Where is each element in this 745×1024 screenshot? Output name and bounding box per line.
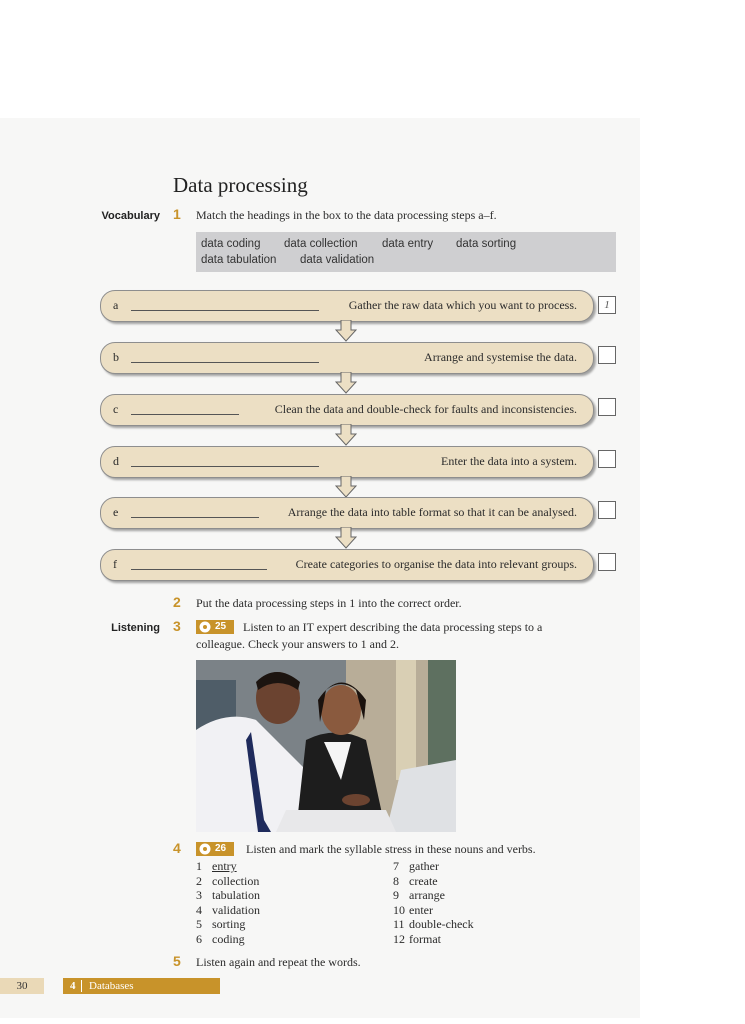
down-arrow-icon [335,527,357,549]
step-b [100,342,594,374]
answer-line[interactable] [131,414,239,415]
audio-cd-icon [199,843,211,855]
heading-item: data collection [284,238,358,250]
step-letter: e [113,505,119,519]
step-a [100,290,594,322]
answer-line[interactable] [131,362,319,363]
footer-divider [81,980,82,992]
word-item: 7 gather [393,859,439,873]
exercise-5-number: 5 [173,953,181,969]
office-photo [196,660,456,832]
office-photo-illustration [196,660,456,832]
word-item: 3 tabulation [196,888,260,903]
order-box-a[interactable]: 1 [598,296,616,314]
step-c [100,394,594,426]
step-text: Arrange and systemise the data. [424,350,577,364]
step-letter: a [113,298,119,312]
down-arrow-icon [335,372,357,394]
word-list-right [393,859,474,947]
answer-line[interactable] [131,569,267,570]
exercise-4-number: 4 [173,840,181,856]
exercise-1-instruction: Match the headings in the box to the data processing steps a–f. [196,208,497,222]
down-arrow-icon [335,476,357,498]
step-letter: d [113,454,119,468]
page-title: Data processing [173,173,308,197]
word-item: 4 validation [196,902,260,917]
step-letter: b [113,350,119,364]
word-item: 2 collection [196,873,260,888]
track-number: 26 [215,843,227,854]
exercise-2-instruction: Put the data processing steps in 1 into the correct order. [196,596,462,610]
heading-item: data coding [201,238,261,250]
step-text: Gather the raw data which you want to process. [348,298,577,312]
step-d [100,446,594,478]
answer-line[interactable] [131,517,259,518]
step-text: Arrange the data into table format so that it can be analysed. [287,505,577,519]
heading-item: data sorting [456,238,517,250]
track-number: 25 [215,621,227,632]
step-f [100,549,594,581]
audio-cd-icon [199,621,211,633]
exercise-1-number: 1 [173,206,181,222]
step-e [100,497,594,529]
exercise-3-line2: colleague. Check your answers to 1 and 2. [196,637,399,651]
order-box-d[interactable] [598,450,616,468]
unit-number: 4 [70,980,76,992]
word-item: 10 enter [393,902,433,917]
heading-item: data entry [382,238,434,250]
word-item: 11 double-check [393,917,474,932]
unit-title: Databases [89,980,134,992]
exercise-5-instruction: Listen again and repeat the words. [196,955,361,969]
page-number: 30 [0,978,44,994]
word-item: 1 entry [196,859,237,873]
vocabulary-label: Vocabulary [101,210,160,222]
step-text: Clean the data and double-check for faults and inconsistencies. [274,402,577,416]
headings-box [196,232,616,272]
word-item: 5 sorting [196,917,246,932]
audio-track-badge[interactable] [196,620,234,634]
audio-track-badge[interactable] [196,842,234,856]
step-text: Create categories to organise the data into relevant groups. [295,557,577,571]
word-item: 6 coding [196,931,245,946]
order-box-b[interactable] [598,346,616,364]
exercise-2-number: 2 [173,594,181,610]
order-box-f[interactable] [598,553,616,571]
heading-item: data tabulation [201,254,277,266]
step-letter: c [113,402,119,416]
down-arrow-icon [335,424,357,446]
exercise-3-line1: Listen to an IT expert describing the data processing steps to a [243,620,543,634]
answer-line[interactable] [131,466,319,467]
word-item: 12 format [393,931,441,946]
order-box-c[interactable] [598,398,616,416]
answer-line[interactable] [131,310,319,311]
exercise-4-instruction: Listen and mark the syllable stress in these nouns and verbs. [246,842,536,856]
step-letter: f [113,557,117,571]
down-arrow-icon [335,320,357,342]
listening-label: Listening [111,622,160,634]
step-text: Enter the data into a system. [441,454,577,468]
word-item: 8 create [393,873,438,888]
heading-item: data validation [300,254,375,266]
exercise-3-number: 3 [173,618,181,634]
word-entry-underlined: entry [212,859,237,873]
word-item: 9 arrange [393,888,445,903]
word-list-left [196,859,260,947]
unit-footer [63,978,220,994]
order-box-e[interactable] [598,501,616,519]
